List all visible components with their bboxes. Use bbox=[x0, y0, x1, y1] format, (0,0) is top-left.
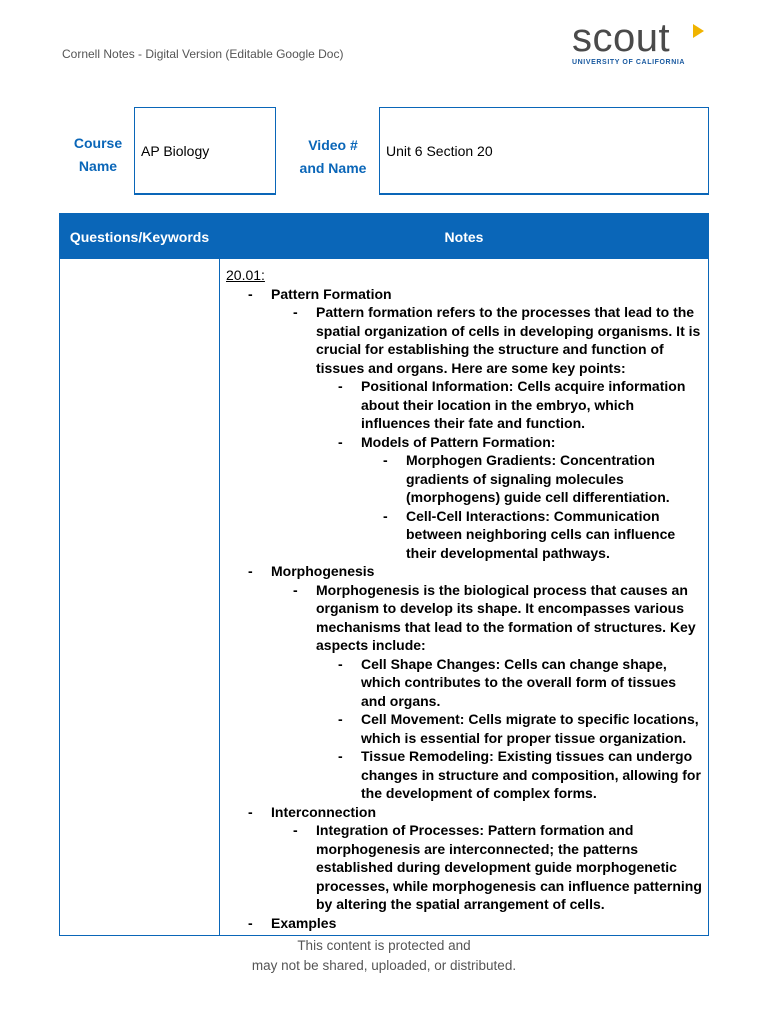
footer-line-2: may not be shared, uploaded, or distributed. bbox=[251, 958, 517, 973]
note-item bbox=[226, 451, 704, 507]
column-divider bbox=[219, 214, 220, 935]
cornell-notes-table bbox=[59, 213, 709, 936]
table-header bbox=[60, 214, 708, 259]
bullet-dash-icon: - bbox=[338, 433, 343, 450]
questions-keywords-header: Questions/Keywords bbox=[69, 228, 210, 245]
bullet-dash-icon: - bbox=[248, 803, 253, 820]
course-name-label bbox=[66, 132, 130, 178]
logo-subtitle: UNIVERSITY OF CALIFORNIA bbox=[572, 59, 686, 66]
bullet-dash-icon: - bbox=[338, 711, 343, 727]
note-item-text: Pattern formation refers to the processes that lead to the spatial organization of cells in developing organisms. It is crucial for establishing the structure and function of tissues and organs. Here are some key points: bbox=[316, 304, 701, 376]
note-item bbox=[226, 821, 704, 914]
document-note: Cornell Notes - Digital Version (Editable Google Doc) bbox=[62, 47, 344, 61]
note-item bbox=[226, 562, 704, 581]
note-item-text: Morphogenesis bbox=[271, 563, 375, 579]
bullet-dash-icon: - bbox=[383, 452, 388, 468]
section-heading: 20.01: bbox=[226, 267, 265, 283]
note-item-text: Integration of Processes: Pattern formation and morphogenesis are interconnected; the patterns established during development guide morphogenetic processes, while morphogenesis can influence patterning by altering the spatial arrangement of cells. bbox=[316, 822, 702, 912]
note-item-text: Morphogenesis is the biological process that causes an organism to develop its shape. It encompasses various mechanisms that lead to the formation of structures. Key aspects include: bbox=[316, 581, 696, 653]
scout-logo bbox=[572, 18, 712, 70]
notes-header: Notes bbox=[444, 228, 484, 245]
note-item-text: Models of Pattern Formation: bbox=[361, 433, 556, 450]
notes-content[interactable] bbox=[226, 266, 704, 932]
note-item bbox=[226, 914, 704, 933]
video-label-line2: and Name bbox=[299, 160, 367, 176]
video-name-value: Unit 6 Section 20 bbox=[386, 142, 493, 159]
note-item-text: Cell Shape Changes: Cells can change shape, which contributes to the overall form of tissues and organs. bbox=[361, 655, 677, 709]
note-item-text: Positional Information: Cells acquire information about their location in the embryo, which influences their fate and function. bbox=[361, 378, 686, 431]
course-name-field[interactable] bbox=[134, 107, 276, 195]
note-item bbox=[226, 581, 704, 655]
note-item bbox=[226, 747, 704, 803]
note-item bbox=[226, 433, 704, 452]
bullet-dash-icon: - bbox=[338, 748, 343, 764]
note-item bbox=[226, 303, 704, 377]
video-name-label bbox=[290, 134, 376, 180]
note-item bbox=[226, 285, 704, 304]
bullet-dash-icon: - bbox=[338, 655, 343, 672]
bullet-dash-icon: - bbox=[248, 285, 253, 302]
note-item-text: Pattern Formation bbox=[271, 285, 392, 302]
footer-line-1: This content is protected and bbox=[297, 938, 471, 953]
course-label-line1: Course bbox=[73, 135, 123, 151]
video-name-field[interactable] bbox=[379, 107, 709, 195]
note-item-text: Cell-Cell Interactions: Communication between neighboring cells can influence their developmental pathways. bbox=[406, 507, 676, 561]
bullet-dash-icon: - bbox=[248, 563, 253, 579]
note-item bbox=[226, 377, 704, 433]
video-label-line1: Video # bbox=[308, 137, 358, 153]
note-item-text: Morphogen Gradients: Concentration gradients of signaling molecules (morphogens) guide cell differentiation. bbox=[406, 452, 670, 505]
note-item bbox=[226, 507, 704, 563]
logo-wordmark: scout bbox=[572, 16, 671, 60]
bullet-dash-icon: - bbox=[383, 507, 388, 524]
note-item bbox=[226, 655, 704, 711]
bullet-dash-icon: - bbox=[293, 581, 298, 598]
bullet-dash-icon: - bbox=[293, 304, 298, 320]
notes-list bbox=[226, 285, 704, 933]
logo-triangle-icon bbox=[693, 24, 704, 38]
note-item-text: Interconnection bbox=[271, 803, 377, 820]
note-item-text: Examples bbox=[271, 914, 337, 931]
course-label-line2: Name bbox=[78, 158, 118, 174]
course-name-value: AP Biology bbox=[141, 142, 210, 159]
note-item-text: Tissue Remodeling: Existing tissues can undergo changes in structure and composition, allowing for the development of complex forms. bbox=[361, 748, 701, 801]
note-item-text: Cell Movement: Cells migrate to specific locations, which is essential for proper tissue organization. bbox=[361, 711, 699, 746]
bullet-dash-icon: - bbox=[293, 822, 298, 838]
note-item bbox=[226, 710, 704, 747]
bullet-dash-icon: - bbox=[338, 378, 343, 394]
bullet-dash-icon: - bbox=[248, 914, 253, 931]
note-item bbox=[226, 803, 704, 822]
